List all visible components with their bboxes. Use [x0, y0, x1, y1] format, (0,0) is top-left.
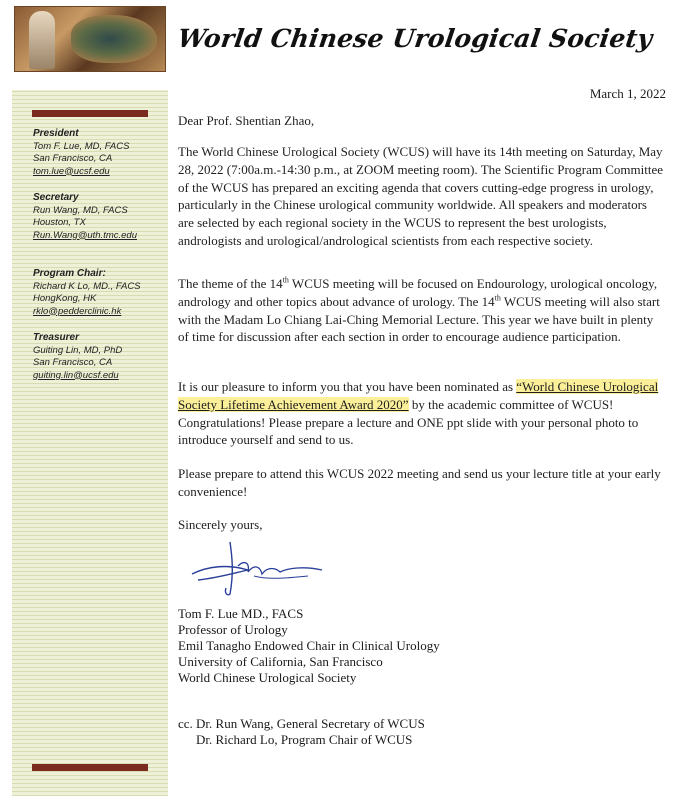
officer-email-link[interactable]: Run.Wang@uth.tmc.edu	[33, 229, 137, 241]
officer-role: Secretary	[33, 192, 79, 203]
ordinal-suffix: th	[282, 275, 289, 285]
officers-sidebar	[12, 90, 168, 796]
officer-president	[33, 128, 129, 178]
theme-text-c: WCUS meeting will also start with the Madam Lo Chiang Lai-Ching Memorial Lecture. This year we have built in plenty of time for discussion after each section in order to encourage audience participation.	[178, 293, 660, 345]
officer-role: President	[33, 128, 79, 139]
officer-name: Guiting Lin, MD, PhD	[33, 344, 123, 356]
letter-date: March 1, 2022	[589, 86, 666, 101]
sidebar-divider-bottom	[32, 764, 148, 771]
cc-line-1: cc. Dr. Run Wang, General Secretary of WCUS	[178, 716, 425, 731]
ordinal-suffix: th	[494, 293, 501, 303]
closing: Sincerely yours,	[178, 517, 263, 532]
signer-university: University of California, San Francisco	[178, 654, 383, 669]
award-name-highlight: “World Chinese Urological Society Lifetime Achievement Award 2020”	[178, 379, 659, 412]
officer-email-link[interactable]: guiting.lin@ucsf.edu	[33, 369, 119, 381]
logo-map-image	[71, 15, 157, 63]
officer-name: Richard K Lo, MD., FACS	[33, 280, 141, 292]
nomination-text-before: It is our pleasure to inform you that you have been nominated as	[178, 379, 517, 394]
theme-text-a: The theme of the 14	[178, 276, 283, 291]
signer-name: Tom F. Lue MD., FACS	[178, 606, 304, 621]
officer-program-chair	[33, 268, 141, 318]
salutation: Dear Prof. Shentian Zhao,	[178, 113, 315, 128]
officer-role: Treasurer	[33, 332, 79, 343]
logo-figure-image	[29, 11, 55, 69]
cc-line-2: Dr. Richard Lo, Program Chair of WCUS	[196, 732, 413, 747]
officer-secretary	[33, 192, 137, 242]
signer-society: World Chinese Urological Society	[178, 670, 357, 685]
handwritten-signature	[188, 536, 328, 598]
officer-name: Tom F. Lue, MD, FACS	[33, 140, 130, 152]
officer-email-link[interactable]: tom.lue@ucsf.edu	[33, 165, 110, 177]
letterhead-title: World Chinese Urological Society	[175, 24, 655, 53]
paragraph-meeting-info: The World Chinese Urological Society (WCUS) will have its 14th meeting on Saturday, May 28, 2022 (7:00a.m.-14:30 p.m., at ZOOM meeting room). The Scientific Program Committee of the WCUS has prepared an exciting agenda that covers cutting-edge progress in urology, particularly in the Chinese urological community worldwide. All speakers and moderators are selected by each regional society in the WCUS to represent the best urologists, andrologists and urological/andrological scientists from each respective society.	[178, 144, 664, 248]
theme-text-b: WCUS meeting will be focused on Endourology, urological oncology, andrology and other topics about advance of urology. The 14	[178, 276, 658, 309]
officer-treasurer	[33, 332, 122, 382]
cc-list	[178, 716, 425, 748]
signer-title: Professor of Urology	[178, 622, 288, 637]
paragraph-nomination	[178, 378, 666, 449]
officer-location: Houston, TX	[33, 217, 86, 228]
sidebar-divider-top	[32, 110, 148, 117]
officer-email-link[interactable]: rklo@pedderclinic.hk	[33, 305, 122, 317]
signature-block	[178, 606, 440, 686]
paragraph-request: Please prepare to attend this WCUS 2022 meeting and send us your lecture title at your early convenience!	[178, 466, 661, 499]
officer-role: Program Chair:	[33, 268, 106, 279]
society-logo	[14, 6, 166, 72]
officer-name: Run Wang, MD, FACS	[33, 204, 128, 216]
officer-location: San Francisco, CA	[33, 357, 113, 368]
signer-chair: Emil Tanagho Endowed Chair in Clinical Urology	[178, 638, 440, 653]
nomination-text-after: by the academic committee of WCUS! Congratulations! Please prepare a lecture and ONE ppt slide with your personal photo to introduce yourself and send to us.	[178, 396, 639, 448]
paragraph-theme	[178, 275, 666, 346]
officer-location: San Francisco, CA	[33, 153, 113, 164]
officer-location: HongKong, HK	[33, 293, 97, 304]
